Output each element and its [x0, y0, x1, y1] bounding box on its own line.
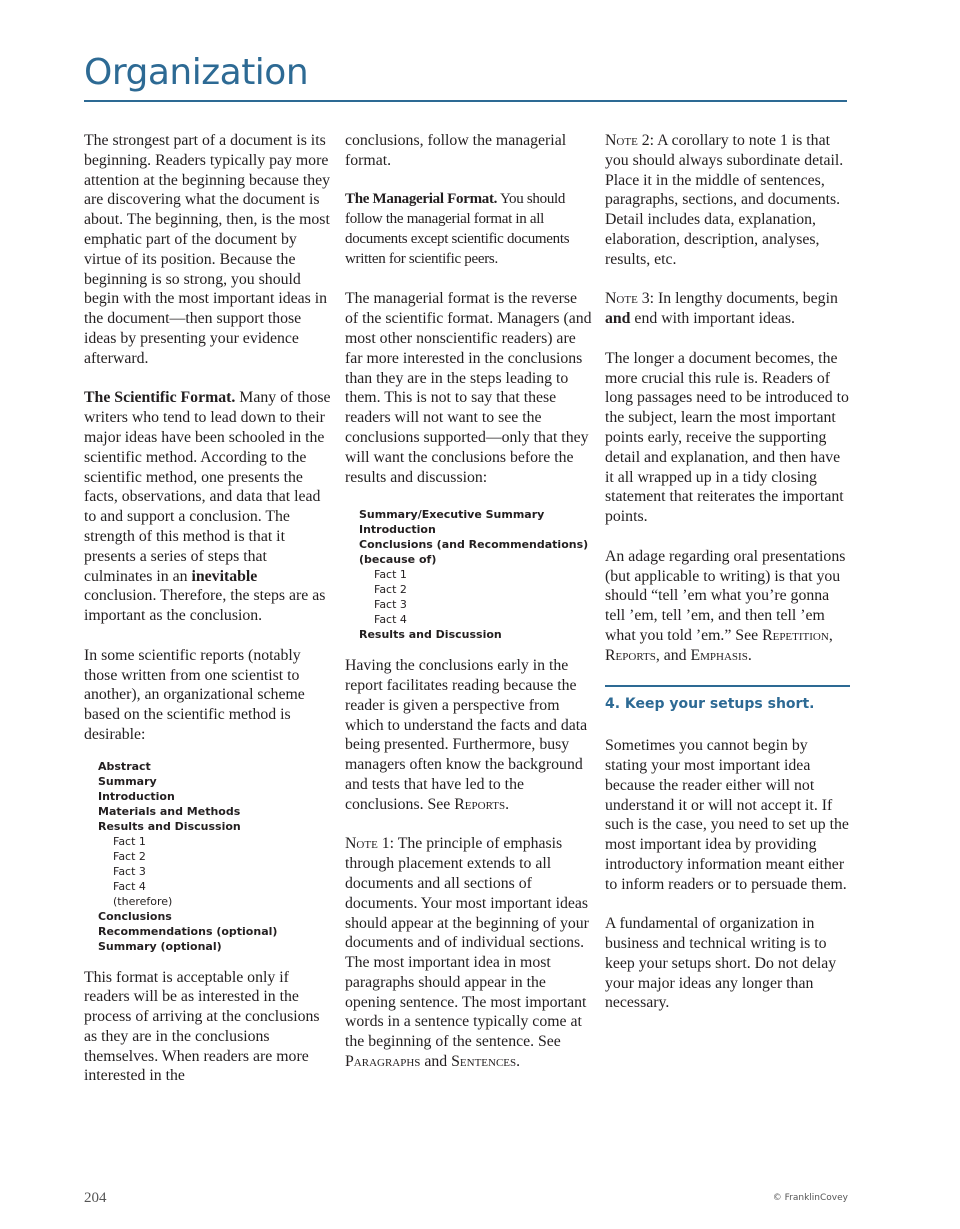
note-label: Note	[605, 290, 638, 308]
cross-reference-paragraphs: Paragraphs	[345, 1053, 421, 1071]
note-label: Note	[605, 132, 638, 149]
outline-item: Results and Discussion	[98, 819, 241, 833]
outline-subitem: Fact 2	[113, 849, 146, 863]
outline-subitem: Fact 4	[374, 613, 407, 627]
section-rule	[605, 685, 850, 687]
outline-item: Summary/Executive Summary	[359, 508, 545, 522]
intro-paragraph: The strongest part of a document is its beginning. Readers typically pay more attention at the beginning because they are discovering what the document is about. The beginning, then, is the most emphatic part of the document by virtue of its position. Because the beginning is so strong, you should begin with the most important ideas in the document—then support those ideas by presenting your evidence afterward.	[84, 132, 331, 367]
outline-item: Summary	[98, 774, 157, 788]
scientific-scheme-paragraph: In some scientific reports (notably those written from one scientist to another), an organizational scheme based on the scientific method is desirable:	[84, 646, 305, 743]
continuation-paragraph: conclusions, follow the managerial format.	[345, 132, 567, 169]
outline-item: Results and Discussion	[359, 628, 502, 642]
note-3-paragraph: Note 3: In lengthy documents, begin and end with important ideas.	[605, 290, 838, 328]
outline-subitem: Fact 4	[113, 879, 146, 893]
inevitable-emphasis: inevitable	[191, 567, 258, 585]
column-3	[605, 131, 850, 1033]
copyright-notice: © FranklinCovey	[772, 1193, 848, 1203]
longer-document-paragraph: The longer a document becomes, the more crucial this rule is. Readers of long passages need to be introduced to the subject, learn the most important points early, receive the supporting detail and explanation, and then have it all wrapped up in a tidy closing statement that reiterates the important points.	[605, 349, 849, 526]
cross-reference-sentences: Sentences	[451, 1053, 517, 1071]
section-heading: 4. Keep your setups short.	[605, 696, 815, 713]
outline-subitem: Fact 1	[374, 568, 407, 582]
outline-item: Introduction	[98, 789, 175, 803]
format-acceptable-paragraph: This format is acceptable only if readers will be as interested in the process of arriving at the conclusions as they are in the conclusions themselves. When readers are more interested in the	[84, 968, 320, 1085]
page-title: Organization	[84, 52, 309, 93]
page-number: 204	[84, 1190, 107, 1206]
managerial-reverse-paragraph: The managerial format is the reverse of the scientific format. Managers (and most other nonscientific readers) are far more interested in the conclusions than they are in the steps leading to them. This is not to say that these readers will not want to see the conclusions supported—only that they will want the conclusions before the results and discussion:	[345, 290, 592, 486]
outline-item: Introduction	[359, 523, 436, 537]
setup-paragraph: Sometimes you cannot begin by stating your most important idea because the reader either will not understand it or will not accept it. If such is the case, you need to set up the most important idea by providing introductory information meant either to inform readers or to persuade them.	[605, 737, 849, 893]
managerial-outline	[359, 507, 593, 642]
outline-subitem: Fact 3	[374, 598, 407, 612]
outline-item: Recommendations (optional)	[98, 924, 278, 938]
outline-item: Conclusions (and Recommendations)	[359, 538, 589, 552]
and-emphasis: and	[605, 310, 631, 328]
outline-item: Materials and Methods	[98, 804, 241, 818]
conclusions-early-paragraph: Having the conclusions early in the report facilitates reading because the reader is given a perspective from which to understand the facts and data being presented. Furthermore, busy managers often know the background and tests that have led to the conclusions. See Reports.	[345, 657, 588, 813]
outline-subitem: Fact 3	[113, 864, 146, 878]
outline-subitem: (therefore)	[113, 894, 173, 908]
scientific-format-heading: The Scientific Format.	[84, 389, 236, 407]
cross-reference-repetition: Repetition	[762, 626, 829, 644]
cross-reference-reports: Reports	[605, 646, 656, 664]
managerial-format-paragraph: The Managerial Format. You should follow the managerial format in all documents except scientific documents written for scientific peers.	[345, 191, 570, 267]
outline-subitem: Fact 1	[113, 834, 146, 848]
outline-item: (because of)	[359, 553, 437, 567]
scientific-outline	[98, 759, 332, 954]
adage-paragraph: An adage regarding oral presentations (but applicable to writing) is that you should “tell ’em what you’re gonna tell ’em, tell ’em, and then tell ’em what you told ’em.” See Repetition, Reports, and Emphasis.	[605, 547, 846, 664]
title-rule	[84, 100, 847, 102]
note-1-paragraph: Note 1: The principle of emphasis through placement extends to all documents and all sections of documents. Your most important ideas should appear at the beginning of your documents and of individual sections. The most important idea in most paragraphs should appear in the opening sentence. The most important words in a sentence typically come at the beginning of the sentence. See Paragraphs and Sentences.	[345, 835, 589, 1071]
note-label: Note	[345, 835, 378, 853]
scientific-format-paragraph: The Scientific Format. Many of those writers who tend to lead down to their major ideas have been schooled in the scientific method. According to the scientific method, one presents the facts, observations, and data that lead to and support a conclusion. The strength of this method is that it presents a series of steps that culminates in an inevitable conclusion. Therefore, the steps are as important as the conclusion.	[84, 389, 331, 625]
column-1	[84, 131, 332, 1106]
fundamental-paragraph: A fundamental of organization in business and technical writing is to keep your setups short. Do not delay your major ideas any longer than necessary.	[605, 915, 837, 1012]
cross-reference-emphasis: Emphasis	[690, 646, 748, 664]
outline-item: Conclusions	[98, 909, 172, 923]
column-2	[345, 131, 593, 1092]
outline-item: Summary (optional)	[98, 939, 222, 953]
outline-item: Abstract	[98, 759, 151, 773]
note-2-paragraph: Note 2: A corollary to note 1 is that you should always subordinate detail. Place it in the middle of sentences, paragraphs, sections, and documents. Detail includes data, explanation, elaboration, description, analyses, results, etc.	[605, 132, 844, 268]
managerial-format-heading: The Managerial Format.	[345, 191, 498, 208]
cross-reference-reports: Reports	[454, 795, 506, 813]
outline-subitem: Fact 2	[374, 583, 407, 597]
